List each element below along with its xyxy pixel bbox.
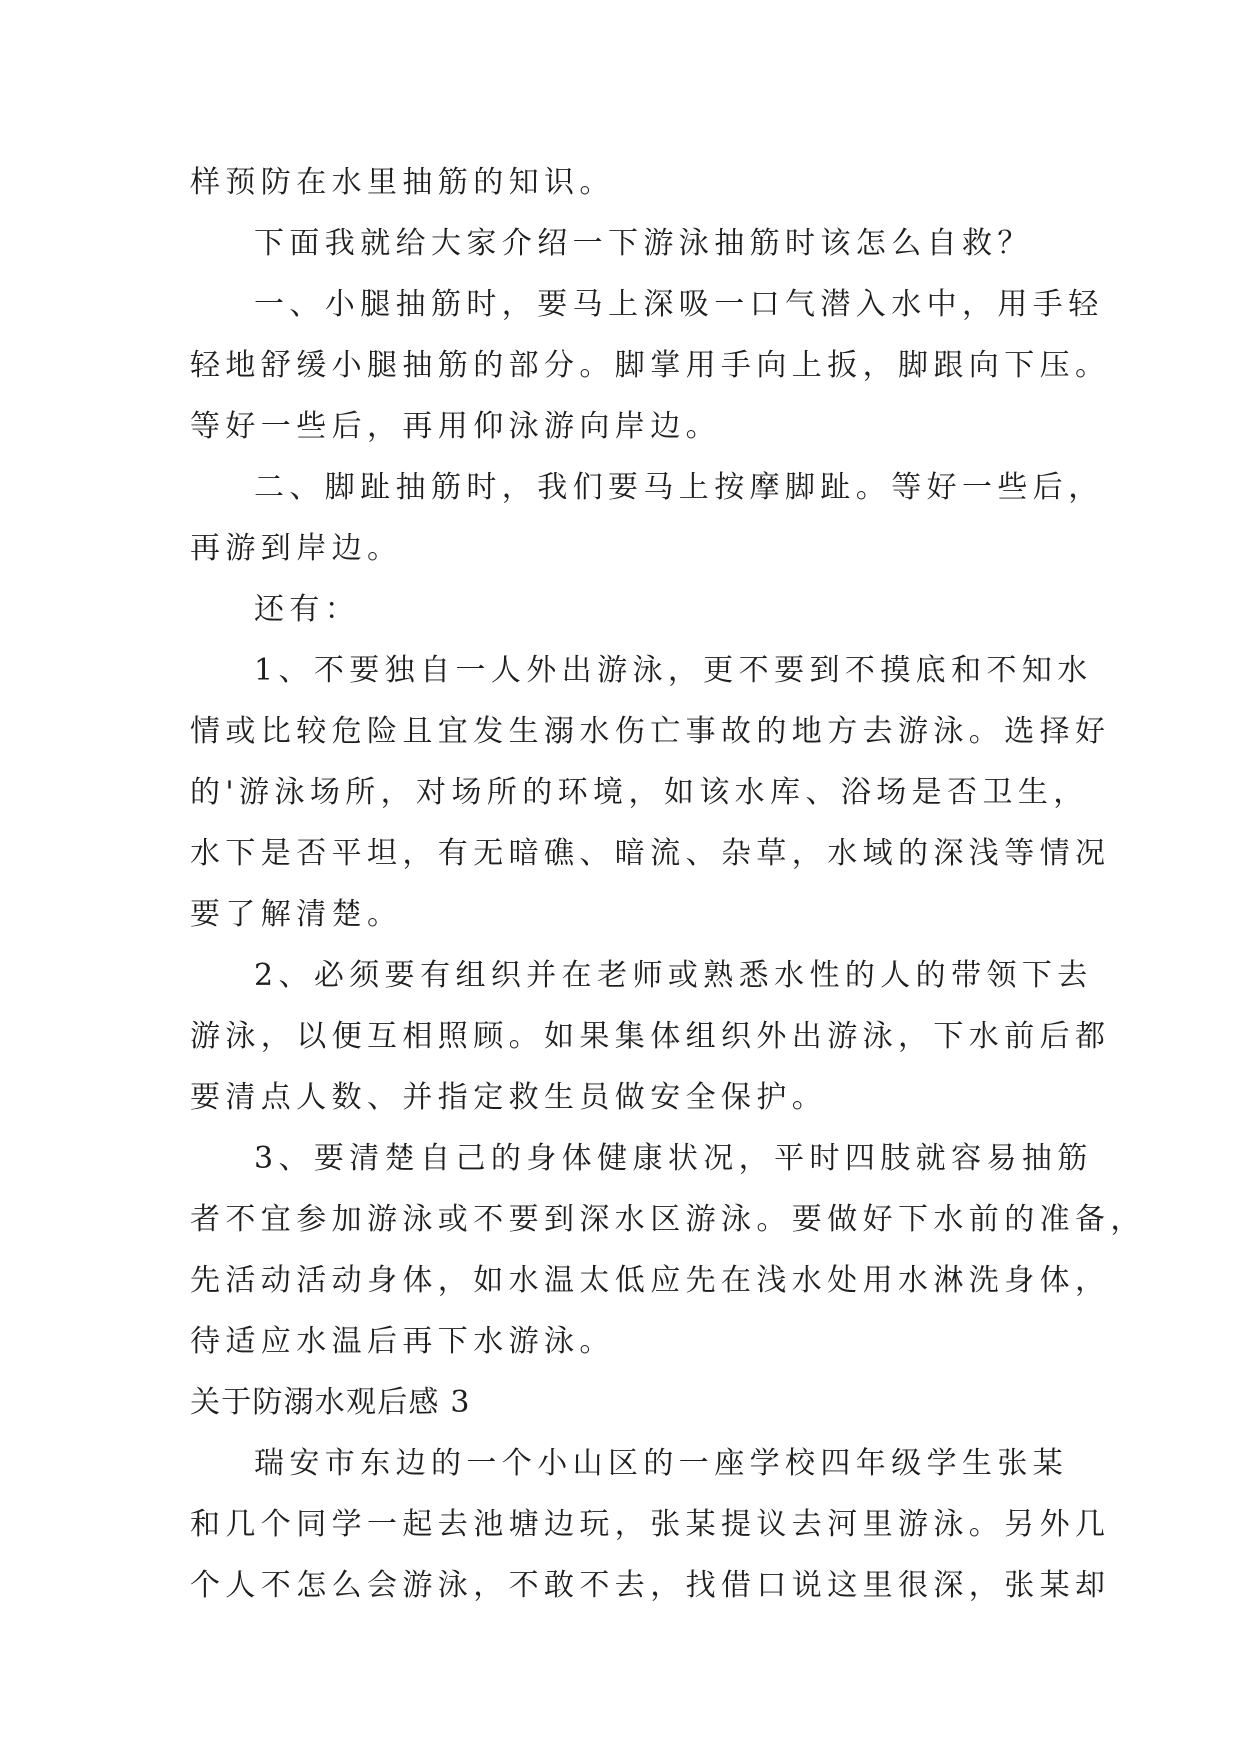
- paragraph-continuation: [190, 152, 1062, 213]
- paragraph-rule-2: [190, 945, 1111, 1128]
- text-line: 要清点人数、并指定救生员做安全保护。: [190, 1080, 828, 1115]
- text-line: 个人不怎么会游泳，不敢不去，找借口说这里很深，张某却: [190, 1568, 1111, 1603]
- text-line: 还有：: [254, 592, 361, 627]
- text-line: 再游到岸边。: [190, 531, 403, 566]
- text-line: 情或比较危险且宜发生溺水伤亡事故的地方去游泳。选择好: [190, 714, 1111, 749]
- paragraph-rule-1: [190, 640, 1111, 945]
- heading-text: 关于防溺水观后感 3: [190, 1385, 471, 1420]
- document-body: [190, 152, 1146, 1616]
- section-heading: [190, 1372, 1062, 1433]
- text-line: 样预防在水里抽筋的知识。: [190, 165, 615, 200]
- text-line: 和几个同学一起去池塘边玩，张某提议去河里游泳。另外几: [190, 1507, 1111, 1542]
- text-line: 下面我就给大家介绍一下游泳抽筋时该怎么自救？: [254, 226, 1033, 261]
- paragraph-story: [190, 1433, 1111, 1616]
- paragraph-rule-3: [190, 1128, 1146, 1372]
- text-line: 等好一些后，再用仰泳游向岸边。: [190, 409, 721, 444]
- paragraph-calf-cramp: [190, 274, 1111, 457]
- text-line: 2、必须要有组织并在老师或熟悉水性的人的带领下去: [254, 958, 1093, 993]
- text-line: 水下是否平坦，有无暗礁、暗流、杂草，水域的深浅等情况: [190, 836, 1111, 871]
- text-line: 待适应水温后再下水游泳。: [190, 1324, 615, 1359]
- text-line: 要了解清楚。: [190, 897, 403, 932]
- text-line: 者不宜参加游泳或不要到深水区游泳。要做好下水前的准备，: [190, 1202, 1146, 1237]
- text-line: 1、不要独自一人外出游泳，更不要到不摸底和不知水: [254, 653, 1093, 688]
- paragraph-intro: [190, 213, 1062, 274]
- text-line: 先活动活动身体，如水温太低应先在浅水处用水淋洗身体，: [190, 1263, 1111, 1298]
- text-line: 瑞安市东边的一个小山区的一座学校四年级学生张某: [254, 1446, 1069, 1481]
- text-line: 二、脚趾抽筋时，我们要马上按摩脚趾。等好一些后，: [254, 470, 1104, 505]
- paragraph-also: [190, 579, 1062, 640]
- text-line: 轻地舒缓小腿抽筋的部分。脚掌用手向上扳，脚跟向下压。: [190, 348, 1111, 383]
- text-line: 一、小腿抽筋时，要马上深吸一口气潜入水中，用手轻: [254, 287, 1104, 322]
- text-line: 3、要清楚自己的身体健康状况，平时四肢就容易抽筋: [254, 1141, 1093, 1176]
- text-line: 的'游泳场所，对场所的环境，如该水库、浴场是否卫生，: [190, 775, 1089, 810]
- text-line: 游泳，以便互相照顾。如果集体组织外出游泳，下水前后都: [190, 1019, 1111, 1054]
- paragraph-toe-cramp: [190, 457, 1104, 579]
